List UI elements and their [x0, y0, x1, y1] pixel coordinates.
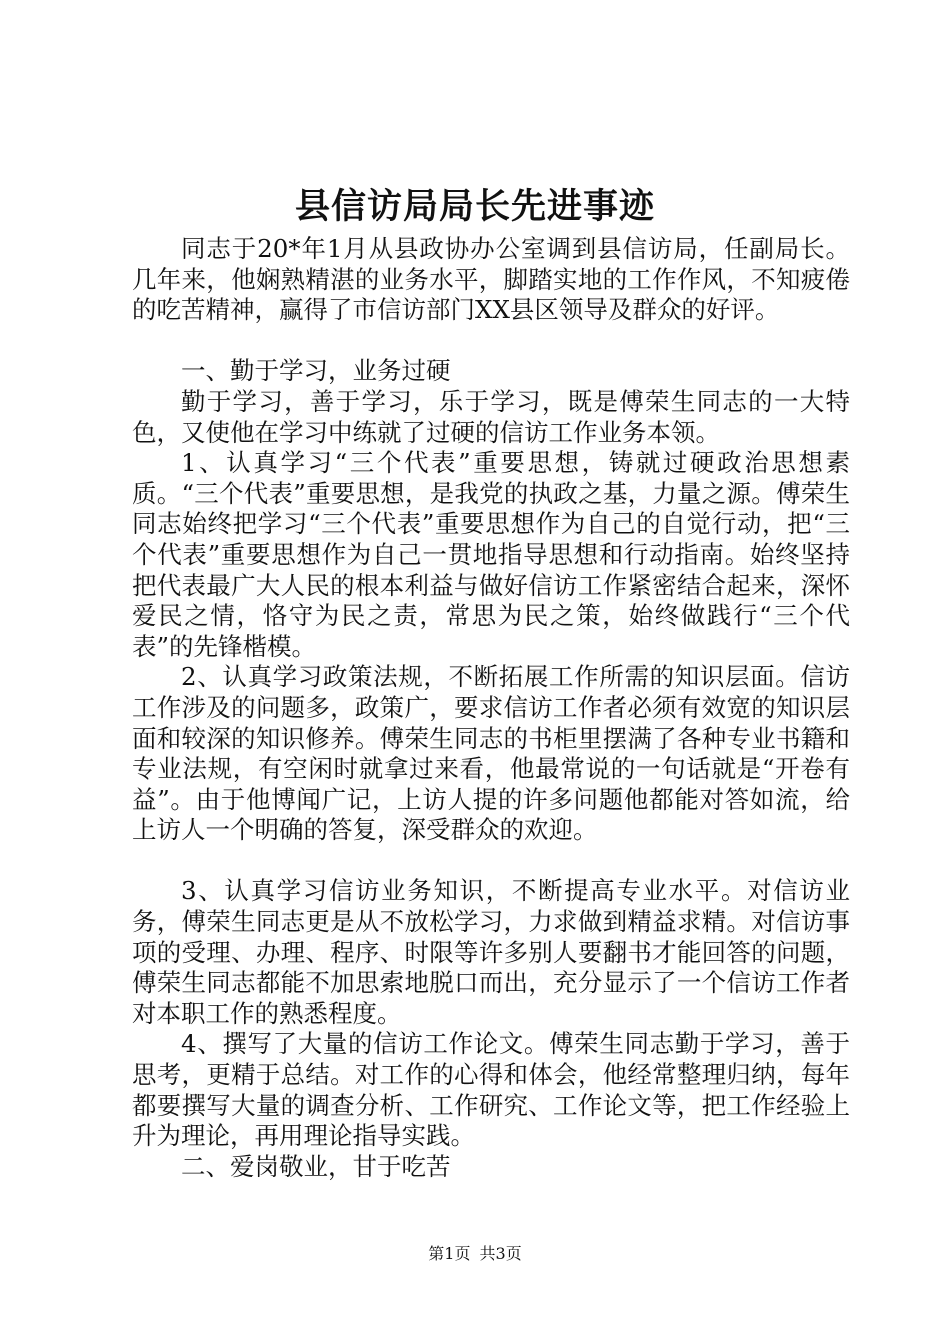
document-title: 县信访局局长先进事迹	[294, 186, 655, 227]
section-heading-2: 二、爱岗敬业，甘于吃苦	[181, 1151, 451, 1181]
paragraph: 4、撰写了大量的信访工作论文。傅荣生同志勤于学习，善于思考，更精于总结。对工作的心得和体会，他经常整理归纳，每年都要撰写大量的调查分析、工作研究、工作论文等，把工作经验上升为理论，再用理论指导实践。	[132, 1029, 850, 1151]
section-heading-1: 一、勤于学习，业务过硬	[181, 356, 451, 386]
page-number: 第1页	[428, 1244, 471, 1263]
paragraph-intro: 同志于20*年1月从县政协办公室调到县信访局，任副局长。几年来，他娴熟精湛的业务水平，脚踏实地的工作作风，不知疲倦的吃苦精神，赢得了市信访部门XX县区领导及群众的好评。	[132, 234, 850, 325]
paragraph: 3、认真学习信访业务知识，不断提高专业水平。对信访业务，傅荣生同志更是从不放松学习，力求做到精益求精。对信访事项的受理、办理、程序、时限等许多别人要翻书才能回答的问题，傅荣生同志都能不加思索地脱口而出，充分显示了一个信访工作者对本职工作的熟悉程度。	[132, 876, 850, 1028]
page-total: 共3页	[479, 1244, 522, 1263]
paragraph: 勤于学习，善于学习，乐于学习，既是傅荣生同志的一大特色，又使他在学习中练就了过硬的信访工作业务本领。	[132, 386, 850, 447]
paragraph: 2、认真学习政策法规，不断拓展工作所需的知识层面。信访工作涉及的问题多，政策广，要求信访工作者必须有效宽的知识层面和较深的知识修养。傅荣生同志的书柜里摆满了各种专业书籍和专业法规，有空闲时就拿过来看，他最常说的一句话就是“开卷有益”。由于他博闻广记，上访人提的许多问题他都能对答如流，给上访人一个明确的答复，深受群众的欢迎。	[132, 662, 850, 845]
document-body	[132, 234, 850, 1182]
page-footer	[0, 1244, 950, 1264]
paragraph: 1、认真学习“三个代表”重要思想，铸就过硬政治思想素质。“三个代表”重要思想，是我党的执政之基，力量之源。傅荣生同志始终把学习“三个代表”重要思想作为自己的自觉行动，把“三个代表”重要思想作为自己一贯地指导思想和行动指南。始终坚持把代表最广大人民的根本利益与做好信访工作紧密结合起来，深怀爱民之情，恪守为民之责，常思为民之策，始终做践行“三个代表”的先锋楷模。	[132, 448, 850, 661]
